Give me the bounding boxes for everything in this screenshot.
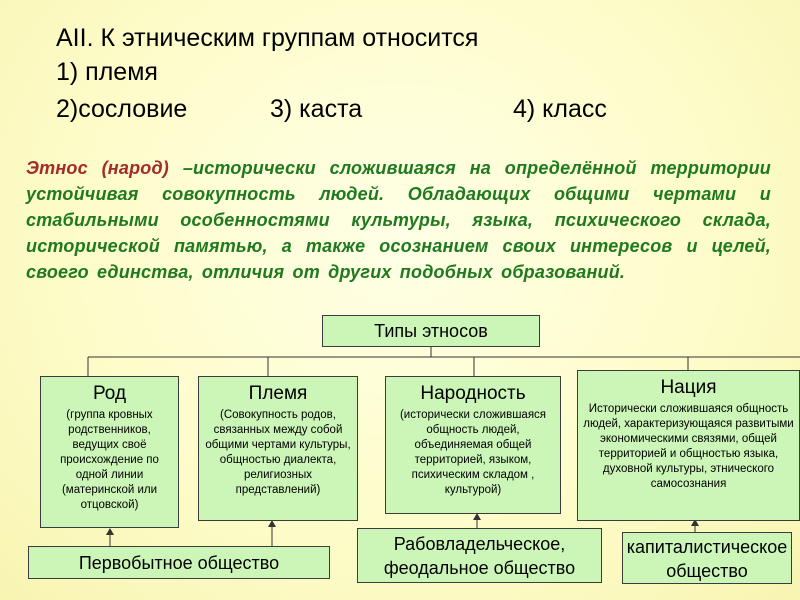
answer-option-3: 3) каста [270,95,363,123]
type-title: Род [92,383,127,404]
type-box-narodnost [385,376,561,514]
arrow-head-1 [106,528,114,535]
type-title: Нация [660,377,717,398]
type-description: Исторически сложившаяся общность людей, характеризующаяся развитыми экономическими связями, общей территорией и общностью языка, духовной культуры, этнического самосознания [583,403,794,490]
era-box-feudal [357,528,602,583]
era-box-capitalist [622,532,792,584]
arrow-head-3 [473,513,481,520]
arrow-head-2 [268,520,276,527]
type-description: (Совокупность родов, связанных между собой общими чертами культуры, общностью диалекта, религиозных представлений) [205,409,351,496]
answer-option-1: 1) племя [56,58,158,86]
era-label: Рабовладельческое, феодальное общество [383,534,576,578]
type-description: (группа кровных родственников, ведущих своё происхождение по одной линии (материнской или отцовской) [60,409,159,511]
era-label: Первобытное общество [78,553,280,573]
type-box-rod [40,376,179,528]
type-description: (исторически сложившаяся общность людей, объединяемая общей территорией, языком, психическим складом , культурой) [399,409,547,496]
era-label: капиталистическое общество [626,537,788,581]
type-box-plemya [198,376,358,521]
definition-term: Этнос (народ) [26,158,183,178]
ethnos-types-root-box [322,315,540,347]
answer-option-4: 4) класс [513,95,607,123]
type-title: Племя [248,383,308,404]
type-title: Народность [420,383,526,404]
era-box-primitive [28,546,330,579]
question-text: AII. К этническим группам относится [56,24,479,52]
type-box-natsiya [577,370,800,521]
answer-option-2: 2)сословие [56,95,188,123]
root-label: Типы этносов [374,321,488,341]
definition-text: –исторически сложившаяся на определённой территории устойчивая совокупность людей. Обладающих общими чертами и стабильными особенностями культуры, языка, психического склада, исторической памятью, а также осознанием своих интересов и целей, своего единства, отличия от других подобных образований. [26,158,771,282]
